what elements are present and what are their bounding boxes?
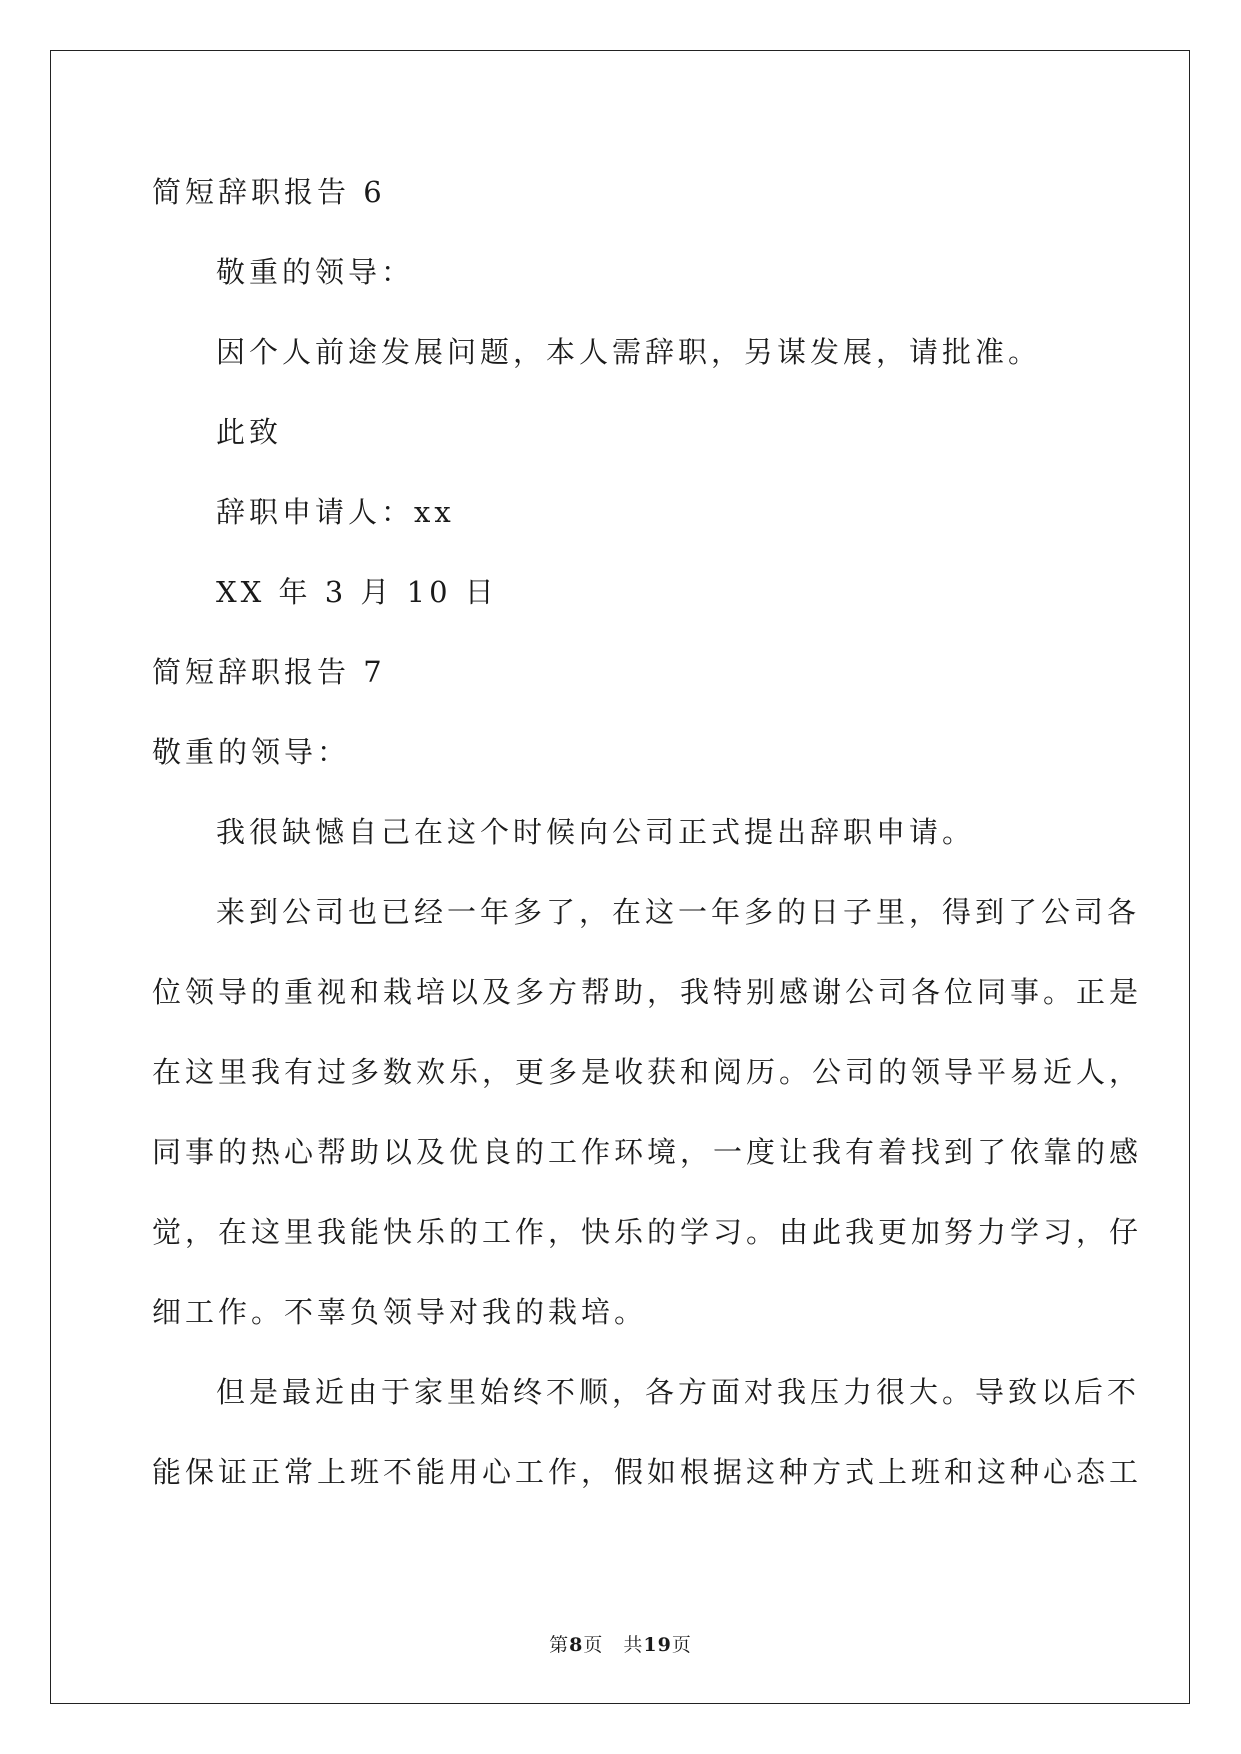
body-line: 位领导的重视和栽培以及多方帮助，我特别感谢公司各位同事。正是: [152, 975, 1143, 1009]
footer-prefix: 第: [549, 1634, 570, 1656]
body-line: 觉，在这里我能快乐的工作，快乐的学习。由此我更加努力学习，仔: [152, 1215, 1143, 1249]
total-page-count: 19: [643, 1634, 672, 1656]
salutation-7: 敬重的领导：: [152, 735, 351, 769]
body-line: 因个人前途发展问题，本人需辞职，另谋发展，请批准。: [216, 335, 1042, 369]
body-line: 我很缺憾自己在这个时候向公司正式提出辞职申请。: [216, 815, 976, 849]
body-line: 但是最近由于家里始终不顺，各方面对我压力很大。导致以后不: [216, 1375, 1141, 1409]
section-title-7: 简短辞职报告 7: [152, 655, 386, 689]
current-page-number: 8: [569, 1634, 584, 1656]
body-line: 能保证正常上班不能用心工作，假如根据这种方式上班和这种心态工: [152, 1455, 1143, 1489]
body-line: 同事的热心帮助以及优良的工作环境，一度让我有着找到了依靠的感: [152, 1135, 1143, 1169]
body-line: 细工作。不辜负领导对我的栽培。: [152, 1295, 648, 1329]
footer-suffix: 页: [671, 1634, 692, 1656]
date-line: XX 年 3 月 10 日: [216, 575, 498, 609]
closing: 此致: [216, 415, 283, 449]
section-title-6: 简短辞职报告 6: [152, 175, 386, 209]
salutation-6: 敬重的领导：: [216, 255, 415, 289]
body-line: 来到公司也已经一年多了，在这一年多的日子里，得到了公司各: [216, 895, 1141, 929]
applicant-line: 辞职申请人：xx: [216, 495, 455, 529]
footer-mid: 页 共: [583, 1634, 644, 1656]
page-footer: [0, 1630, 1241, 1657]
body-line: 在这里我有过多数欢乐，更多是收获和阅历。公司的领导平易近人，: [152, 1055, 1143, 1089]
